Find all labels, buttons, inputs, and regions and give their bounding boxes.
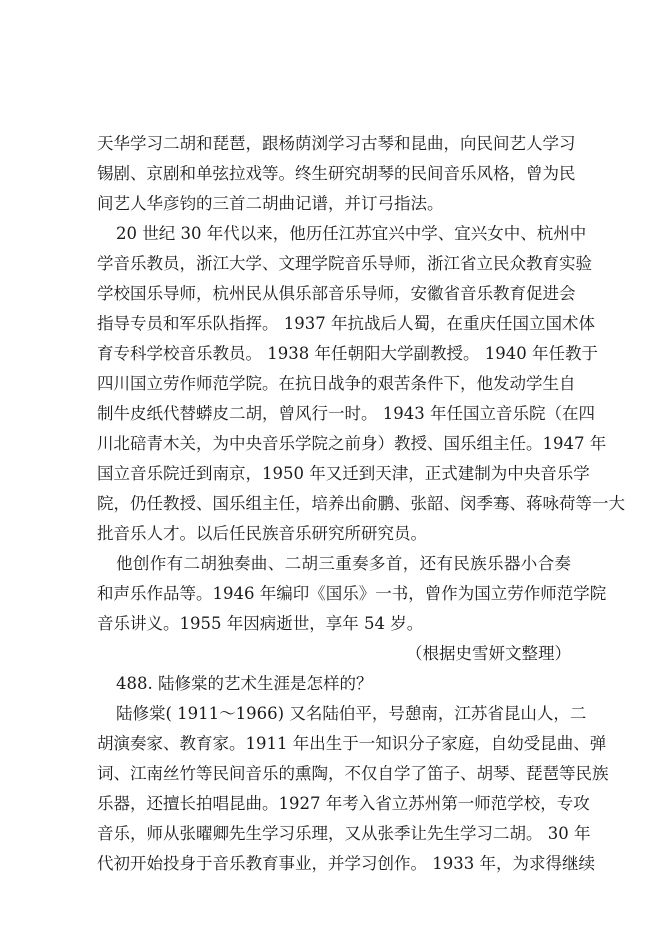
body-text-line: 院，仍任教授、国乐组主任，培养出俞鹏、张韶、闵季骞、蒋咏荷等一大 bbox=[97, 494, 625, 513]
body-text-line: 音乐，师从张曜卿先生学习乐理，又从张季让先生学习二胡。 30 年 bbox=[97, 824, 591, 843]
body-text-line: 国立音乐院迁到南京，1950 年又迁到天津，正式建制为中央音乐学 bbox=[97, 464, 590, 483]
body-text-line: 词、江南丝竹等民间音乐的熏陶，不仅自学了笛子、胡琴、琵琶等民族 bbox=[97, 764, 609, 783]
question-heading: 488. 陆修棠的艺术生涯是怎样的？ bbox=[116, 674, 373, 693]
attribution-note: （根据史雪妍文整理） bbox=[406, 644, 571, 663]
body-text-line: 学音乐教员，浙江大学、文理学院音乐导师，浙江省立民众教育实验 bbox=[97, 254, 592, 273]
body-text-line: 音乐讲义。1955 年因病逝世，享年 54 岁。 bbox=[97, 614, 424, 633]
body-text-line: 20 世纪 30 年代以来，他历任江苏宜兴中学、宜兴女中、杭州中 bbox=[116, 224, 587, 243]
body-text-line: 四川国立劳作师范学院。在抗日战争的艰苦条件下，他发动学生自 bbox=[97, 374, 576, 393]
body-text-line: 批音乐人才。以后任民族音乐研究所研究员。 bbox=[97, 524, 427, 543]
body-text-line: 制牛皮纸代替蟒皮二胡，曾风行一时。 1943 年任国立音乐院（在四 bbox=[97, 404, 595, 423]
body-text-line: 陆修棠( 1911～1966) 又名陆伯平，号憩南，江苏省昆山人，二 bbox=[116, 704, 587, 723]
body-text-line: 他创作有二胡独奏曲、二胡三重奏多首，还有民族乐器小合奏 bbox=[116, 554, 571, 573]
body-text-line: 川北碚青木关，为中央音乐学院之前身）教授、国乐组主任。1947 年 bbox=[97, 434, 607, 453]
body-text-line: 和声乐作品等。1946 年编印《国乐》一书，曾作为国立劳作师范学院 bbox=[97, 584, 607, 603]
body-text-line: 代初开始投身于音乐教育事业，并学习创作。 1933 年，为求得继续 bbox=[97, 854, 595, 873]
body-text-line: 指导专员和军乐队指挥。 1937 年抗战后人蜀，在重庆任国立国术体 bbox=[97, 314, 595, 333]
body-text-line: 胡演奏家、教育家。1911 年出生于一知识分子家庭，自幼受昆曲、弹 bbox=[97, 734, 607, 753]
body-text-line: 间艺人华彦钧的三首二胡曲记谱，并订弓指法。 bbox=[97, 194, 444, 213]
body-text-line: 育专科学校音乐教员。 1938 年任朝阳大学副教授。 1940 年任教于 bbox=[97, 344, 598, 363]
body-text-line: 学校国乐导师，杭州民从俱乐部音乐导师，安徽省音乐教育促进会 bbox=[97, 284, 576, 303]
body-text-line: 乐器，还擅长拍唱昆曲。1927 年考入省立苏州第一师范学校，专攻 bbox=[97, 794, 590, 813]
body-text-line: 锡剧、京剧和单弦拉戏等。终生研究胡琴的民间音乐风格，曾为民 bbox=[97, 164, 576, 183]
body-text-line: 天华学习二胡和琵琶，跟杨荫浏学习古琴和昆曲，向民间艺人学习 bbox=[97, 134, 576, 153]
